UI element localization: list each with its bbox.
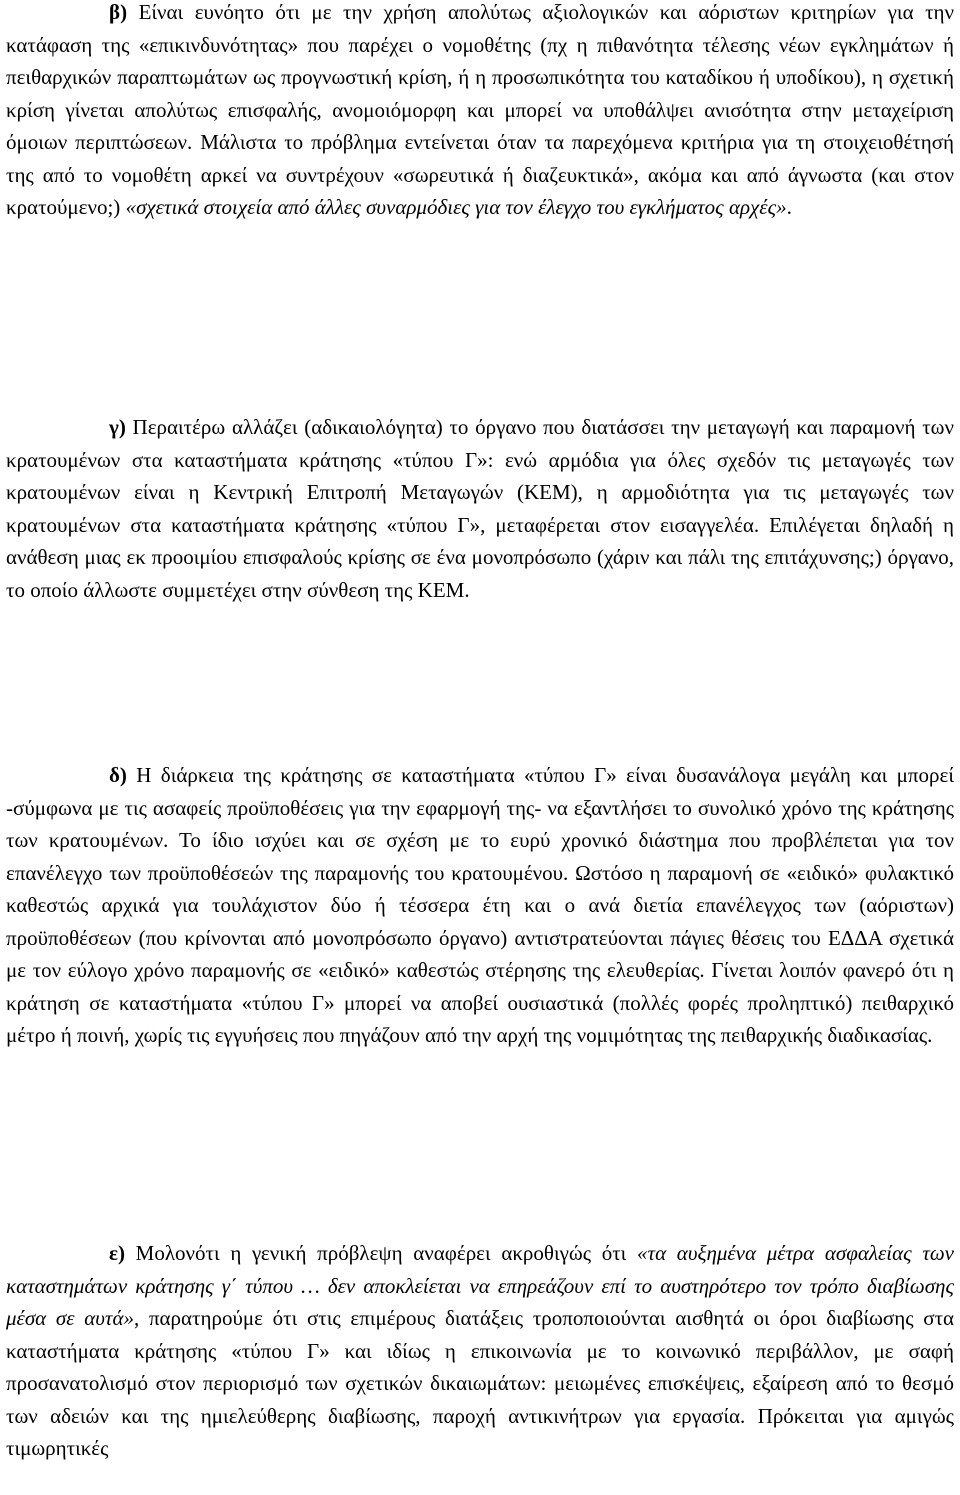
paragraph-text: Είναι ευνόητο ότι με την χρήση απολύτως αξιολογικών και αόριστων κριτηρίων για την κατάφαση της «επικινδυνότητας» που παρέχει ο νομοθέτης (πχ η πιθανότητα τέλεσης νέων εγκλημάτων ή πειθαρχικών παραπτωμάτων ως προγνωστική κρίση, ή η προσωπικότητα του καταδίκου ή υποδίκου), η σχετική κρίση γίνεται απολύτως επισφαλής, ανομοιόμορφη και μπορεί να υποθάλψει ανισότητα στην μεταχείριση όμοιων περιπτώσεων. Μάλιστα το πρόβλημα εντείνεται όταν τα παρεχόμενα κριτήρια για τη στοιχειοθέτησή της από το νομοθέτη αρκεί να συντρέχουν «σωρευτικά ή διαζευκτικά», ακόμα και από άγνωστα (και στον κρατούμενο;): [6, 0, 954, 219]
paragraph-text: Περαιτέρω αλλάζει (αδικαιολόγητα) το όργανο που διατάσσει την μεταγωγή και παραμονή των κρατουμένων στα καταστήματα κράτησης «τύπου Γ»: ενώ αρμόδια για όλες σχεδόν τις μεταγωγές των κρατουμένων είναι η Κεντρική Επιτροπή Μεταγωγών (ΚΕΜ), η αρμοδιότητα για τις μεταγωγές των κρατουμένων στα καταστήματα κράτησης «τύπου Γ», μεταφέρεται στον εισαγγελέα. Επιλέγεται δηλαδή η ανάθεση μιας εκ προοιμίου επισφαλούς κρίσης σε ένα μονοπρόσωπο (χάριν και πάλι της επιτάχυνσης;) όργανο, το οποίο άλλωστε συμμετέχει στην σύνθεση της ΚΕΜ.: [6, 415, 954, 602]
paragraph-gamma: [6, 411, 954, 606]
italic-quote: «σχετικά στοιχεία από άλλες συναρμόδιες για τον έλεγχο του εγκλήματος αρχές»: [125, 195, 787, 219]
paragraph-marker-epsilon: ε): [109, 1241, 125, 1265]
paragraph-marker-beta: β): [109, 0, 128, 24]
paragraph-text: Μολονότι η γενική πρόβλεψη αναφέρει ακροθιγώς ότι: [124, 1241, 638, 1265]
italic-quote: «τα αυξημένα μέτρα ασφαλείας των καταστημάτων κράτησης γ΄ τύπου … δεν αποκλείεται να επηρεάζουν επί το αυστηρότερο τον τρόπο διαβίωσης μέσα σε αυτά»: [6, 1241, 955, 1330]
paragraph-beta: [6, 0, 954, 224]
paragraph-delta: [6, 759, 954, 1052]
paragraph-marker-delta: δ): [109, 763, 127, 787]
paragraph-epsilon: [6, 1237, 954, 1465]
paragraph-text: Η διάρκεια της κράτησης σε καταστήματα «τύπου Γ» είναι δυσανάλογα μεγάλη και μπορεί -σύμφωνα με τις ασαφείς προϋποθέσεις για την εφαρμογή της- να εξαντλήσει το συνολικό χρόνο της κράτησης των κρατουμένων. Το ίδιο ισχύει και σε σχέση με το ευρύ χρονικό διάστημα που προβλέπεται για τον επανέλεγχο των προϋποθέσεών της παραμονής του κρατουμένου. Ωστόσο η παραμονή σε «ειδικό» φυλακτικό καθεστώς αρχικά για τουλάχιστον δύο ή τέσσερα έτη και ο ανά διετία επανέλεγχος των (αόριστων) προϋποθέσεων (που κρίνονται από μονοπρόσωπο όργανο) αντιστρατεύονται πάγιες θέσεις του ΕΔΔΑ σχετικά με τον εύλογο χρόνο παραμονής σε «ειδικό» καθεστώς στέρησης της ελευθερίας. Γίνεται λοιπόν φανερό ότι η κράτηση σε καταστήματα «τύπου Γ» μπορεί να αποβεί ουσιαστικά (πολλές φορές προληπτικό) πειθαρχικό μέτρο ή ποινή, χωρίς τις εγγυήσεις που πηγάζουν από την αρχή της νομιμότητας της πειθαρχικής διαδικασίας.: [6, 763, 954, 1047]
paragraph-marker-gamma: γ): [109, 415, 126, 439]
paragraph-text: .: [786, 195, 792, 219]
paragraph-text: , παρατηρούμε ότι στις επιμέρους διατάξεις τροποποιούνται αισθητά οι όροι διαβίωσης στα καταστήματα κράτησης «τύπου Γ» και ιδίως η επικοινωνία με το κοινωνικό περιβάλλον, με σαφή προσανατολισμό στον περιορισμό των σχετικών δικαιωμάτων: μειωμένες επισκέψεις, εξαίρεση από το θεσμό των αδειών και της ημιελεύθερης διαβίωσης, παροχή αντικινήτρων για εργασία. Πρόκειται για αμιγώς τιμωρητικές: [6, 1306, 955, 1460]
